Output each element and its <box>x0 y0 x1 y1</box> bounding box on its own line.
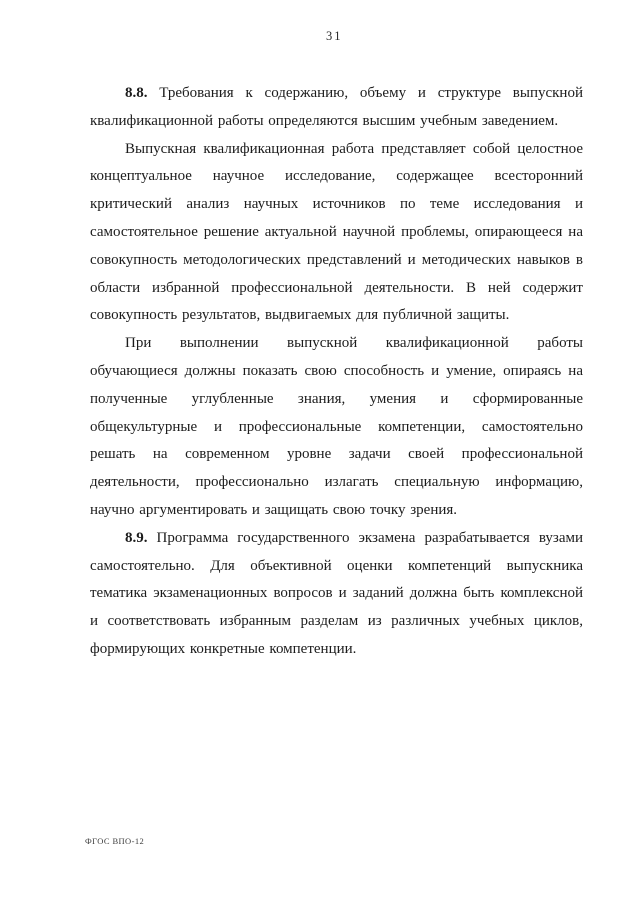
text-line: концептуальное научное исследование, содержащее всесторонний <box>90 168 583 185</box>
text-line: квалификационной работы определяются высшим учебным заведением. <box>90 112 559 129</box>
text-line: решать на современном уровне задачи своей профессиональной <box>90 446 583 463</box>
text-line: самостоятельно. Для объективной оценки компетенций выпускника <box>90 557 583 574</box>
text-line: полученные углубленные знания, умения и сформированные <box>90 390 583 407</box>
body-text <box>90 80 583 664</box>
text-line: формирующих конкретные компетенции. <box>90 640 357 657</box>
text-line: 8.8. Требования к содержанию, объему и структуре выпускной <box>125 85 583 101</box>
text-line: самостоятельное решение актуальной научной проблемы, опирающееся на <box>90 223 583 240</box>
text-line: общекультурные и профессиональные компетенции, самостоятельно <box>90 418 583 435</box>
footer-label: ФГОС ВПО-12 <box>85 836 145 846</box>
text-line: научно аргументировать и защищать свою точку зрения. <box>90 501 458 518</box>
text-line: и соответствовать избранным разделам из различных учебных циклов, <box>90 613 583 630</box>
text-line: При выполнении выпускной квалификационной работы <box>125 335 583 352</box>
text-line: тематика экзаменационных вопросов и заданий должна быть комплексной <box>90 585 583 602</box>
text-line: деятельности, профессионально излагать специальную информацию, <box>90 474 583 491</box>
section-number: 8.9. <box>125 529 148 546</box>
section-number: 8.8. <box>125 85 148 101</box>
text-line: области избранной профессиональной деятельности. В ней содержит <box>90 279 583 296</box>
page-number: 31 <box>326 29 343 43</box>
text-line: совокупность методологических представлений и методических навыков в <box>90 251 583 268</box>
text-line: обучающиеся должны показать свою способность и умение, опираясь на <box>90 362 583 379</box>
text-line: 8.9. Программа государственного экзамена разрабатывается вузами <box>125 529 583 546</box>
text-line: критический анализ научных источников по теме исследования и <box>90 196 583 213</box>
text-line: совокупность результатов, выдвигаемых для публичной защиты. <box>90 307 510 324</box>
text-line: Выпускная квалификационная работа представляет собой целостное <box>125 140 583 157</box>
